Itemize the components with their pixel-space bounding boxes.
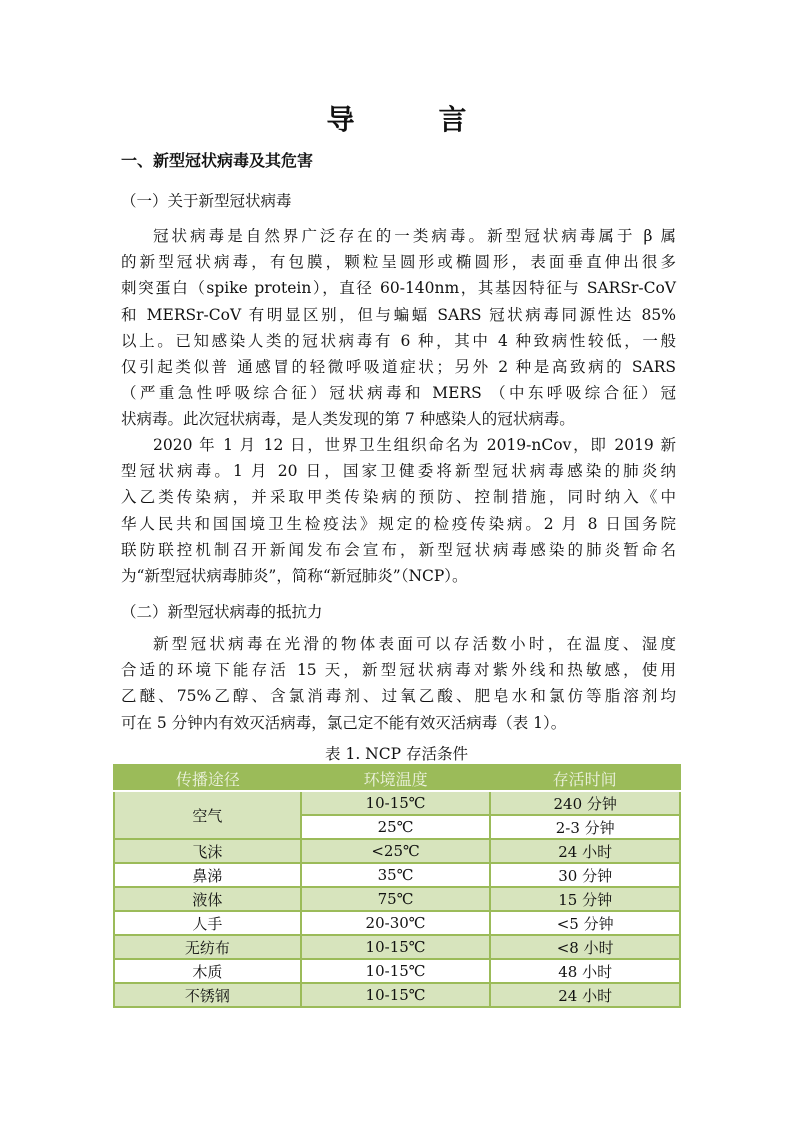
column-header: 环境温度: [301, 765, 491, 791]
cell-route: 人手: [114, 911, 301, 935]
text-line: 可在 5 分钟内有效灭活病毒，氯己定不能有效灭活病毒（表 1）。: [121, 713, 567, 732]
text-line: 乙醚、75%乙醇、含氯消毒剂、过氧乙酸、肥皂水和氯仿等脂溶剂均: [121, 687, 676, 706]
text-line: 新型冠状病毒在光滑的物体表面可以存活数小时，在温度、湿度: [153, 635, 676, 653]
table-row: [114, 887, 680, 911]
cell-temperature: 10-15℃: [301, 791, 491, 815]
text-line: 2020 年 1 月 12 日，世界卫生组织命名为 2019-nCov，即 2019 新: [153, 436, 676, 454]
text-line: 型冠状病毒。1 月 20 日，国家卫健委将新型冠状病毒感染的肺炎纳: [121, 462, 676, 481]
text-line: 和 MERSr-CoV 有明显区别，但与蝙蝠 SARS 冠状病毒同源性达 85%: [121, 305, 676, 324]
cell-temperature: 75℃: [301, 887, 491, 911]
table-row: [114, 935, 680, 959]
cell-route: 木质: [114, 959, 301, 983]
table-row: [114, 839, 680, 863]
cell-time: 24 小时: [490, 983, 680, 1007]
text-line: 仅引起类似普 通感冒的轻微呼吸道症状；另外 2 种是高致病的 SARS: [121, 358, 676, 377]
subsection-heading-2: （二）新型冠状病毒的抵抗力: [121, 603, 323, 621]
table-row: [114, 983, 680, 1007]
table-row: [114, 863, 680, 887]
table-row: [114, 911, 680, 935]
cell-route: 不锈钢: [114, 983, 301, 1007]
text-line: 合适的环境下能存活 15 天，新型冠状病毒对紫外线和热敏感，使用: [121, 661, 676, 680]
text-line: 华人民共和国国境卫生检疫法》规定的检疫传染病。2 月 8 日国务院: [121, 514, 676, 533]
cell-route: 飞沫: [114, 839, 301, 863]
survival-conditions-table: [113, 764, 681, 1008]
cell-route: 空气: [114, 791, 301, 839]
table-row: [114, 959, 680, 983]
text-line: （严重急性呼吸综合征）冠状病毒和 MERS （中东呼吸综合征）冠: [121, 384, 676, 403]
cell-temperature: 10-15℃: [301, 983, 491, 1007]
text-line: 冠状病毒是自然界广泛存在的一类病毒。新型冠状病毒属于 β 属: [153, 227, 676, 245]
paragraph-resistance: [121, 631, 676, 736]
text-line: 以上。已知感染人类的冠状病毒有 6 种，其中 4 种致病性较低，一般: [121, 331, 676, 350]
text-line: 为“新型冠状病毒肺炎”，简称“新冠肺炎”（NCP）。: [121, 567, 468, 586]
cell-time: 24 小时: [490, 839, 680, 863]
cell-route: 鼻涕: [114, 863, 301, 887]
text-line: 联防联控机制召开新闻发布会宣布，新型冠状病毒感染的肺炎暂命名: [121, 540, 676, 559]
cell-time: <8 小时: [490, 935, 680, 959]
section-heading: 一、新型冠状病毒及其危害: [121, 151, 314, 170]
cell-time: 15 分钟: [490, 887, 680, 911]
cell-time: 2-3 分钟: [490, 815, 680, 839]
column-header: 存活时间: [490, 765, 680, 791]
paragraph-naming: [121, 432, 676, 589]
column-header: 传播途径: [114, 765, 301, 791]
cell-temperature: 35℃: [301, 863, 491, 887]
cell-temperature: 10-15℃: [301, 935, 491, 959]
cell-temperature: 20-30℃: [301, 911, 491, 935]
cell-temperature: 10-15℃: [301, 959, 491, 983]
paragraph-about-virus: [121, 223, 676, 433]
cell-time: 30 分钟: [490, 863, 680, 887]
cell-temperature: 25℃: [301, 815, 491, 839]
table-caption: 表 1. NCP 存活条件: [325, 745, 468, 763]
table-row: [114, 791, 680, 815]
subsection-heading-1: （一）关于新型冠状病毒: [121, 192, 292, 210]
text-line: 的新型冠状病毒，有包膜，颗粒呈圆形或椭圆形，表面垂直伸出很多: [121, 253, 676, 272]
page-title: 导 言: [326, 103, 495, 136]
cell-time: <5 分钟: [490, 911, 680, 935]
cell-route: 无纺布: [114, 935, 301, 959]
cell-route: 液体: [114, 887, 301, 911]
text-line: 刺突蛋白（spike protein），直径 60-140nm，其基因特征与 SARSr-CoV: [121, 279, 676, 298]
cell-temperature: <25℃: [301, 839, 491, 863]
cell-time: 48 小时: [490, 959, 680, 983]
text-line: 入乙类传染病，并采取甲类传染病的预防、控制措施，同时纳入《中: [121, 488, 676, 507]
cell-time: 240 分钟: [490, 791, 680, 815]
text-line: 状病毒。此次冠状病毒，是人类发现的第 7 种感染人的冠状病毒。: [121, 410, 575, 429]
